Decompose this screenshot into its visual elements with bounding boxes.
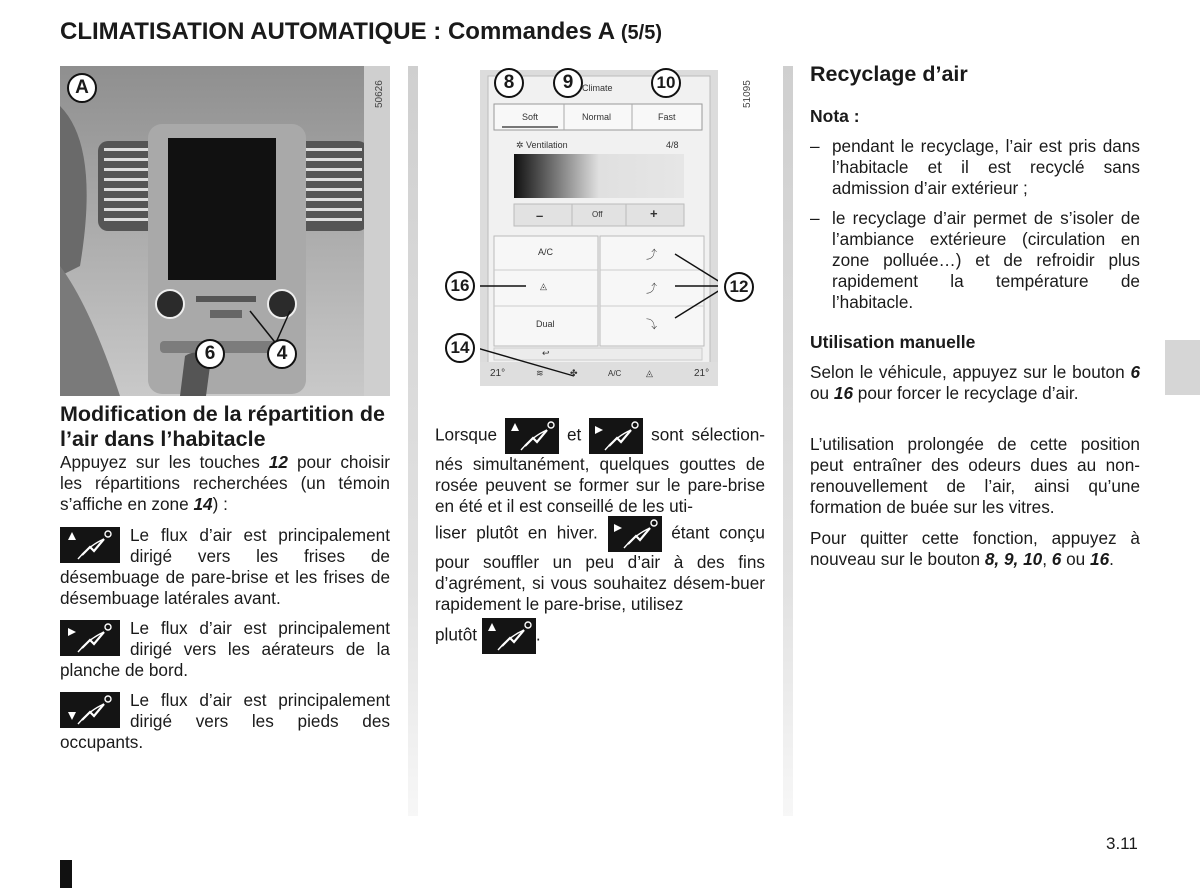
dashboard-figure [60,66,390,396]
ventilation-label-text: Ventilation [526,140,568,150]
dew-text-1: Lorsque [435,424,498,445]
title-main: CLIMATISATION AUTOMATIQUE : Commandes A [60,18,615,45]
callout-16: 16 [445,271,475,301]
defog-text-2: étant conçu pour souffler un peu d’air à des fins d’agrément, si vous souhaitez désem-buer rapidement le pare-brise, utilisez [435,522,765,614]
status-airflow-icon: ≋ [536,368,544,378]
column-divider-right [783,66,793,816]
dew-text-2: sont sélection-nés simultanément, quelques gouttes de rosée peuvent se former sur le pare-brise en été et il est conseillé de les uti- [435,424,766,516]
fan-off-button[interactable]: Off [592,210,603,219]
nota-label: Nota : [810,106,860,126]
ac-button[interactable]: A/C [538,247,554,257]
airflow-dashboard-button-icon[interactable]: ⤴ [646,283,657,295]
chapter-tab [1165,340,1200,395]
ventilation-label: ✲ Ventilation [516,140,568,150]
mode-soft[interactable]: Soft [522,112,539,122]
dashboard-airflow-icon [589,418,643,454]
temp-left: 21° [490,368,506,379]
dashboard-drawing [60,66,390,396]
dual-button[interactable]: Dual [536,319,555,329]
callout-6: 6 [195,339,225,369]
dashboard-airflow-icon [608,516,662,552]
recirculation-icon[interactable]: ◬ [540,281,547,291]
airflow-windscreen-button-icon[interactable]: ⤴ [646,249,657,261]
callout-12: 12 [724,272,754,302]
mode-fast[interactable]: Fast [658,112,676,122]
status-fan-icon: ✤ [570,368,578,378]
status-ac: A/C [608,369,622,378]
air-distribution-intro [60,452,390,515]
title-suffix: (5/5) [620,22,663,44]
defog-text-3: plutôt [435,624,478,645]
intro-text-1: Appuyez sur les touches [60,452,269,472]
climate-screen-figure [480,70,718,386]
windscreen-airflow-icon [482,618,536,654]
nota-list [810,136,1140,322]
temp-right: 21° [694,368,710,379]
callout-a: A [67,73,97,103]
manual-use-paragraph-2: L’utilisation prolongée de cette position peut entraîner des odeurs dues au non-renouvellement de l’air, ainsi qu’une formation de buée sur les vitres. [810,434,1140,517]
callout-10: 10 [651,68,681,98]
callout-9: 9 [553,68,583,98]
quit-text-1: Pour quitter cette fonction, appuyez à nouveau sur le bouton [810,528,1140,569]
defog-text-1: liser plutôt en hiver. [435,522,598,543]
list-item [60,690,390,753]
airflow-feet-button-icon[interactable]: ⤵ [646,319,657,331]
defog-paragraph-end [435,618,765,654]
status-recirc-icon: ◬ [646,368,653,378]
figure-b-code: 51095 [742,80,753,108]
dashboard-airflow-icon [60,620,120,656]
defog-text-period: . [535,624,541,645]
quit-text-or: ou [1061,549,1091,569]
back-arrow-icon[interactable]: ↩ [542,348,550,358]
quit-text-comma: , [1042,549,1052,569]
callout-14: 14 [445,333,475,363]
climate-tab-title: Climate [582,83,613,93]
button-ref-16: 16 [833,383,854,403]
dew-warning-paragraph [435,418,765,517]
intro-text-3: ) : [212,494,228,514]
list-item [60,525,390,609]
callout-8: 8 [494,68,524,98]
column-divider-left [408,66,418,816]
mode-normal[interactable]: Normal [582,112,612,122]
defog-paragraph [435,516,765,615]
section-heading-recirculation: Recyclage d’air [810,62,968,86]
intro-zone-14: 14 [193,494,213,514]
windscreen-airflow-icon [505,418,559,454]
page-edge-mark [60,860,72,888]
nota-item: – le recyclage d’air permet de s’isoler de l’ambiance extérieure (circulation en zone polluée…) et de refroidir plus rapidement la température de l’habitacle. [810,208,1140,313]
page-number: 3.11 [1106,834,1138,853]
page-title [60,18,662,46]
button-ref-6: 6 [1130,362,1140,382]
ventilation-value: 4/8 [666,140,679,150]
manual-use-paragraph-3 [810,528,1140,570]
item-text-windscreen: Le flux d’air est principalement dirigé vers les frises de désembuage de pare-brise et les frises de désembuage latérales avant. [60,525,390,608]
nota-item: – pendant le recyclage, l’air est pris dans l’habitacle et il est recyclé sans admission d’air extérieur ; [810,136,1140,199]
dew-text-and: et [566,424,582,445]
manual-use-heading: Utilisation manuelle [810,332,976,352]
manual-text-1: Selon le véhicule, appuyez sur le bouton [810,362,1131,382]
feet-airflow-icon [60,692,120,728]
list-item [60,618,390,681]
manual-use-paragraph-1 [810,362,1140,404]
fan-minus-button[interactable]: – [536,208,544,223]
section-heading-air-distribution: Modification de la répartition de l’air dans l’habitacle [60,402,385,451]
intro-key-12: 12 [268,452,288,472]
intro-text-2: pour choisir les répartitions recherchées (un témoin s’affiche en zone [60,452,390,514]
windscreen-airflow-icon [60,527,120,563]
fan-plus-button[interactable]: + [650,206,658,221]
button-refs-8-9-10: 8, 9, 10 [984,549,1043,569]
button-ref-16: 16 [1090,549,1110,569]
callout-4: 4 [267,339,297,369]
button-ref-6: 6 [1051,549,1062,569]
item-text-feet: Le flux d’air est principalement dirigé vers les pieds des occupants. [60,690,390,752]
item-text-dashboard: Le flux d’air est principalement dirigé vers les aérateurs de la planche de bord. [60,618,390,680]
figure-a-code: 50626 [374,80,385,108]
quit-text-end: . [1109,549,1114,569]
manual-text-or: ou [810,383,834,403]
manual-text-2: pour forcer le recyclage d’air. [853,383,1079,403]
